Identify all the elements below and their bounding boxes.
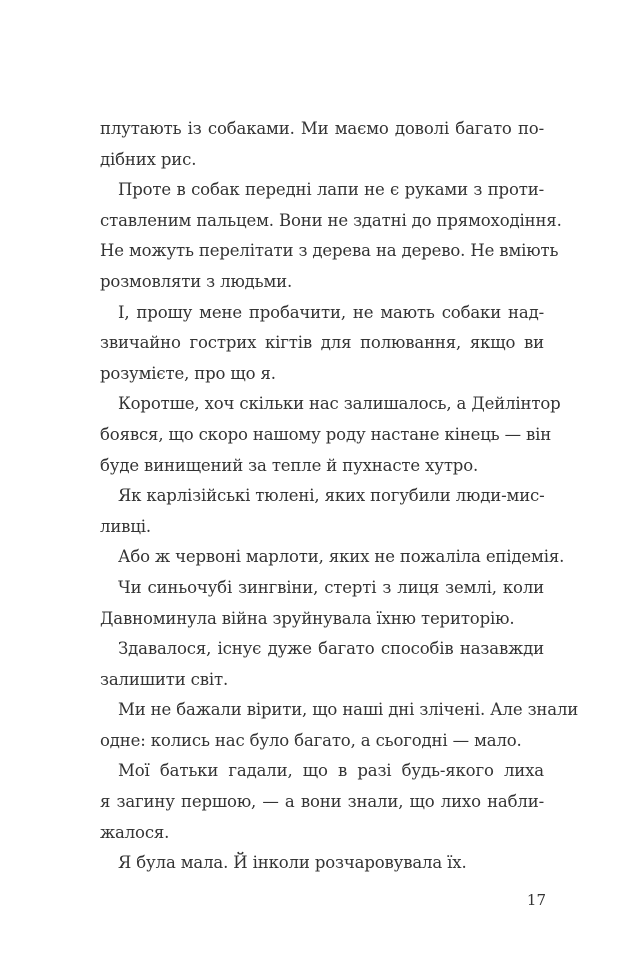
text-line: Коротше, хоч скільки нас залишалось, а Дейлінтор (118, 394, 561, 414)
text-line: Як карлізійські тюлені, яких погубили люди-мис- (118, 486, 545, 506)
paragraph (100, 389, 561, 481)
paragraph (100, 542, 565, 573)
paragraph (100, 634, 544, 695)
text-line: плутають із собаками. Ми маємо доволі багато по- (100, 119, 544, 138)
text-line: І, прошу мене пробачити, не мають собаки над- (118, 302, 544, 322)
text-line: одне: колись нас було багато, а сьогодні — мало. (100, 730, 522, 750)
paragraph (100, 175, 562, 297)
paragraph (100, 848, 544, 879)
text-line: ставленим пальцем. Вони не здатні до прямоходіння. (100, 210, 562, 230)
text-line: Не можуть перелітати з дерева на дерево. Не вміють (100, 241, 559, 261)
paragraph (100, 756, 544, 848)
text-line: Я була мала. Й інколи розчаровувала їх. (118, 853, 467, 873)
text-line: буде винищений за тепле й пухнасте хутро. (100, 455, 479, 475)
text-line: Або ж червоні марлоти, яких не пожаліла епідемія. (118, 547, 565, 567)
text-line: Проте в собак передні лапи не є руками з проти- (118, 180, 544, 200)
text-line: Чи синьочубі зингвіни, стерті з лиця землі, коли (118, 577, 544, 597)
text-line: Мої батьки гадали, що в разі будь-якого лиха (118, 761, 544, 781)
body-text (100, 114, 579, 879)
paragraph (100, 573, 544, 634)
paragraph (100, 114, 544, 175)
text-line: розмовляти з людьми. (100, 271, 293, 291)
text-line: Здавалося, існує дуже багато способів назавжди (118, 639, 544, 659)
text-line: розумієте, про що я. (100, 363, 276, 383)
text-line: жалося. (100, 822, 170, 842)
text-line: звичайно гострих кігтів для полювання, якщо ви (100, 333, 544, 353)
page-number: 17 (526, 891, 546, 909)
text-line: Давноминула війна зруйнувала їхню територію. (100, 608, 515, 628)
paragraph (100, 298, 544, 390)
text-line: Ми не бажали вірити, що наші дні злічені. Але знали (118, 700, 579, 720)
text-line: ливці. (100, 516, 152, 536)
paragraph (100, 481, 544, 542)
paragraph (100, 695, 579, 756)
text-line: залишити світ. (100, 669, 229, 689)
text-line: дібних рис. (100, 149, 197, 169)
text-line: я загину першою, — а вони знали, що лихо набли- (100, 792, 544, 812)
text-line: боявся, що скоро нашому роду настане кінець — він (100, 424, 552, 444)
